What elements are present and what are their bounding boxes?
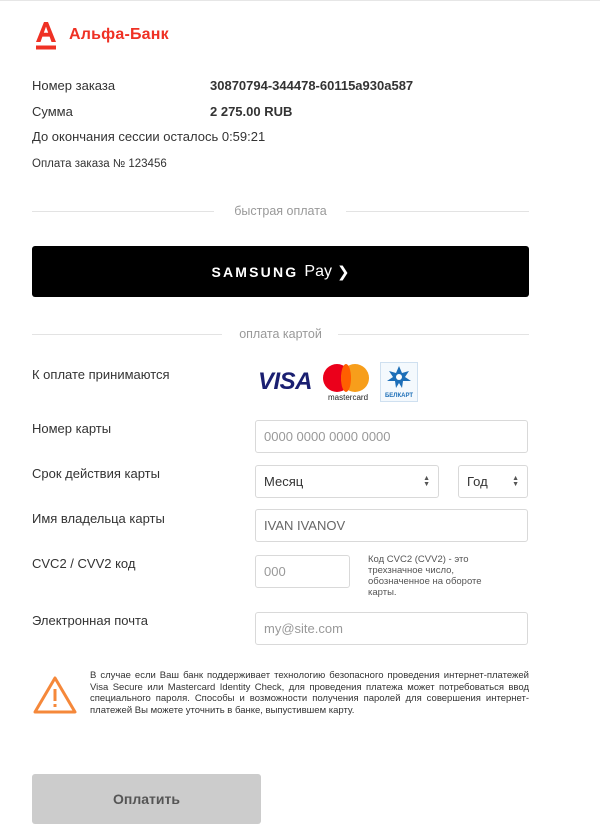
- card-pay-divider-label: оплата картой: [231, 327, 330, 341]
- cvc-hint: Код CVC2 (CVV2) - это трехзначное число, обозначенное на обороте карты.: [368, 554, 482, 598]
- security-notice: [32, 670, 529, 740]
- sum-label: Сумма: [32, 104, 73, 119]
- session-timer: До окончания сессии осталось 0:59:21: [32, 129, 266, 144]
- security-notice-text: В случае если Ваш банк поддерживает технологию безопасного проведения интернет-платежей Visa Secure или Mastercard Identity Check, для проведения платежа может потребоваться ввод специального пароля. Способы и возможности получения паролей для совершения интернет-платежей Вы можете уточнить в банке, выпустившем карту.: [90, 670, 529, 716]
- order-number-value: 30870794-344478-60115a930a587: [210, 78, 414, 93]
- samsung-pay-brand: SAMSUNG: [211, 263, 299, 280]
- order-number-label: Номер заказа: [32, 78, 116, 93]
- chevron-right-icon: ❯: [336, 263, 350, 281]
- cardholder-input[interactable]: IVAN IVANOV: [255, 509, 528, 542]
- cvc-label: CVC2 / CVV2 код: [32, 556, 136, 571]
- card-pay-divider: [32, 327, 529, 341]
- brand-name: Альфа-Банк: [69, 26, 169, 43]
- select-arrows-icon: ▲ ▼: [512, 474, 519, 488]
- quick-pay-divider: [32, 204, 529, 218]
- belkart-logo-text: БЕЛКАРТ: [384, 393, 414, 399]
- order-description: Оплата заказа № 123456: [32, 158, 167, 170]
- expiry-year-select[interactable]: [458, 465, 528, 498]
- email-input[interactable]: my@site.com: [255, 612, 528, 645]
- quick-pay-divider-label: быстрая оплата: [226, 204, 335, 218]
- expiry-month-value: Месяц: [264, 474, 304, 489]
- accepted-cards-logos: [258, 362, 418, 402]
- warning-icon: [32, 675, 78, 715]
- email-label: Электронная почта: [32, 613, 149, 628]
- expiry-label: Срок действия карты: [32, 466, 160, 481]
- samsung-pay-label: Pay: [304, 262, 332, 280]
- mastercard-logo-text: mastercard: [328, 393, 369, 402]
- top-border: [0, 0, 600, 1]
- accepted-cards-label: К оплате принимаются: [32, 367, 170, 382]
- visa-logo: VISA: [258, 368, 313, 395]
- card-number-label: Номер карты: [32, 421, 112, 436]
- expiry-year-value: Год: [467, 474, 488, 489]
- alfa-a-icon: [33, 20, 59, 50]
- select-arrows-icon: ▲ ▼: [423, 474, 430, 488]
- cvc-input[interactable]: 000: [255, 555, 350, 588]
- mastercard-logo: [320, 362, 376, 402]
- alfa-bank-logo: [33, 20, 169, 50]
- expiry-month-select[interactable]: [255, 465, 439, 498]
- samsung-pay-button[interactable]: [32, 246, 529, 297]
- cardholder-label: Имя владельца карты: [32, 511, 165, 526]
- belkart-logo: [380, 362, 418, 402]
- sum-value: 2 275.00 RUB: [210, 104, 293, 119]
- belkart-emblem-icon: [381, 363, 417, 393]
- pay-button[interactable]: Оплатить: [32, 774, 261, 824]
- card-number-input[interactable]: 0000 0000 0000 0000: [255, 420, 528, 453]
